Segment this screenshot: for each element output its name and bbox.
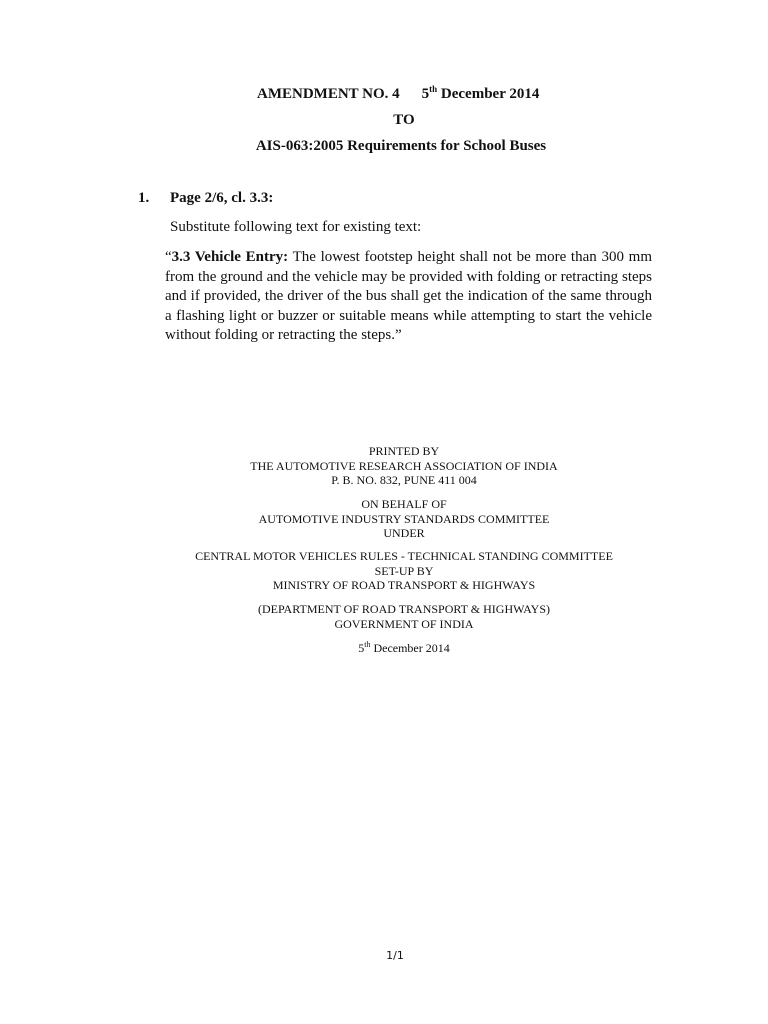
under-label: UNDER	[383, 526, 425, 540]
substituted-text: “3.3 Vehicle Entry: The lowest footstep height shall not be more than 300 mm from the ground and the vehicle may be provided with folding or retracting steps and if provided, the driver of the bus shall get the indication of the same through a flashing light or buzzer or suitable means while attempting to start the vehicle without folding or retracting the steps.”	[165, 249, 652, 344]
on-behalf-block	[0, 497, 768, 541]
cmvr-committee: CENTRAL MOTOR VEHICLES RULES - TECHNICAL STANDING COMMITTEE	[195, 549, 613, 563]
clause-text: The lowest footstep height shall not be more than 300 mm from the ground and the vehicle may be provided with folding or retracting steps and if provided, the driver of the bus shall get the indication of the same through a flashing light or buzzer or suitable means while attempting to start the vehicle without folding or retracting the steps.	[165, 249, 652, 344]
setup-by-label: SET-UP BY	[374, 563, 434, 578]
page-number: 1/1	[386, 949, 404, 962]
imprint-date: 5th December 2014	[358, 640, 450, 655]
amendment-item	[138, 190, 273, 207]
standard-title: AIS-063:2005 Requirements for School Buses	[255, 138, 547, 154]
item-number: 1.	[138, 190, 150, 206]
department-block	[0, 602, 768, 631]
printed-by-block	[0, 444, 768, 488]
item-reference: Page 2/6, cl. 3.3:	[170, 190, 274, 206]
amendment-heading	[257, 86, 577, 103]
ministry-name: MINISTRY OF ROAD TRANSPORT & HIGHWAYS	[272, 578, 536, 592]
association-address: P. B. NO. 832, PUNE 411 004	[331, 473, 477, 487]
government-name: GOVERNMENT OF INDIA	[334, 616, 474, 631]
department-name: (DEPARTMENT OF ROAD TRANSPORT & HIGHWAYS)	[257, 602, 551, 616]
clause-title: 3.3 Vehicle Entry:	[171, 249, 289, 265]
cmvr-block	[0, 549, 768, 593]
committee-name: AUTOMOTIVE INDUSTRY STANDARDS COMMITTEE	[258, 511, 550, 526]
item-instruction: Substitute following text for existing text:	[170, 219, 422, 235]
on-behalf-label: ON BEHALF OF	[361, 497, 447, 511]
heading-to: TO	[393, 112, 415, 128]
amendment-date: 5th December 2014	[421, 84, 540, 102]
association-name: THE AUTOMOTIVE RESEARCH ASSOCIATION OF INDIA	[250, 458, 558, 473]
amendment-number: AMENDMENT NO. 4	[257, 86, 400, 102]
printed-by-label: PRINTED BY	[368, 444, 440, 458]
